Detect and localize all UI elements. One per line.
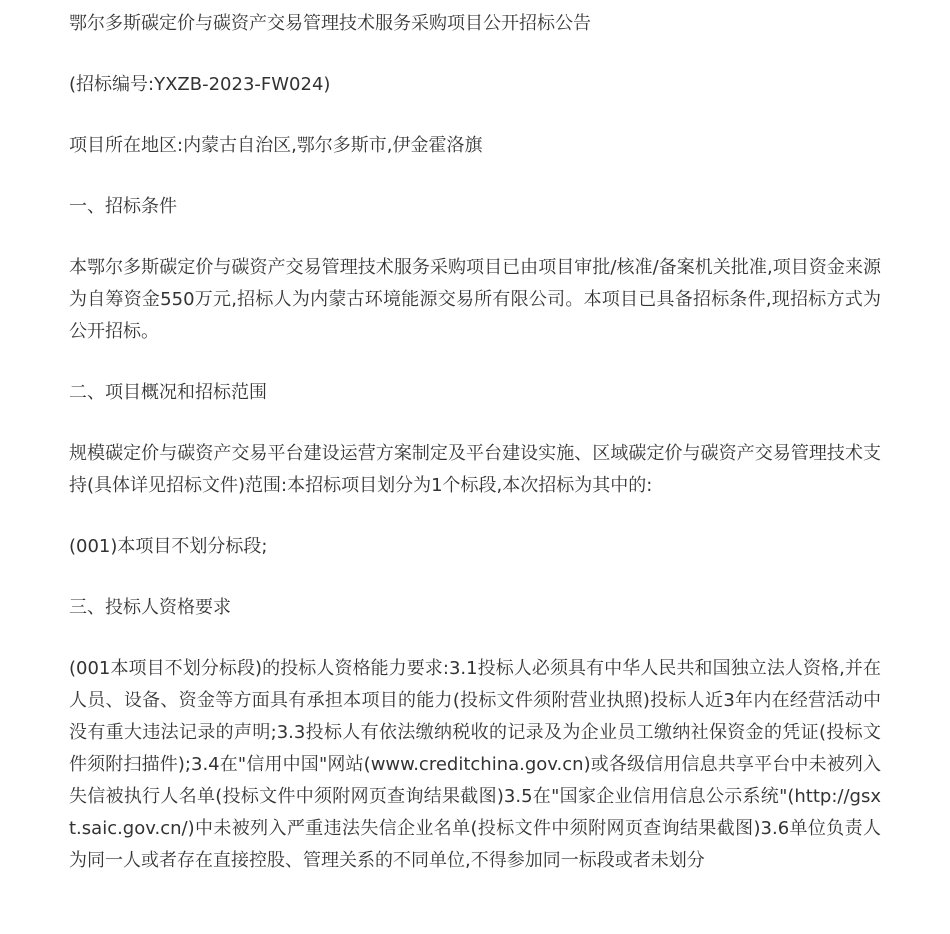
tender-conditions-text: 本鄂尔多斯碳定价与碳资产交易管理技术服务采购项目已由项目审批/核准/备案机关批准,项目资金来源为自筹资金550万元,招标人为内蒙古环境能源交易所有限公司。本项目已具备招标条件,现招标方式为公开招标。 — [69, 257, 881, 342]
tender-number: (招标编号:YXZB-2023-FW024) — [69, 74, 331, 95]
project-overview-text: 规模碳定价与碳资产交易平台建设运营方案制定及平台建设实施、区域碳定价与碳资产交易管理技术支持(具体详见招标文件)范围:本招标项目划分为1个标段,本次招标为其中的: — [69, 443, 881, 496]
section-heading-bidder-qualification: 三、投标人资格要求 — [69, 597, 231, 618]
announcement-title: 鄂尔多斯碳定价与碳资产交易管理技术服务采购项目公开招标公告 — [69, 13, 591, 34]
project-location: 项目所在地区:内蒙古自治区,鄂尔多斯市,伊金霍洛旗 — [69, 135, 483, 156]
lot-description: (001)本项目不划分标段; — [69, 536, 268, 557]
section-heading-tender-conditions: 一、招标条件 — [69, 196, 177, 217]
section-heading-project-overview: 二、项目概况和招标范围 — [69, 382, 267, 403]
bidder-qualification-text: (001本项目不划分标段)的投标人资格能力要求:3.1投标人必须具有中华人民共和国独立法人资格,并在人员、设备、资金等方面具有承担本项目的能力(投标文件须附营业执照)投标人近3年内在经营活动中没有重大违法记录的声明;3.3投标人有依法缴纳税收的记录及为企业员工缴纳社保资金的凭证(投标文件须附扫描件);3.4在"信用中国"网站(www.creditchina.gov.cn)或各级信用信息共享平台中未被列入失信被执行人名单(投标文件中须附网页查询结果截图)3.5在"国家企业信用信息公示系统"(http://gsxt.saic.gov.cn/)中未被列入严重违法失信企业名单(投标文件中须附网页查询结果截图)3.6单位负责人为同一人或者存在直接控股、管理关系的不同单位,不得参加同一标段或者未划分 — [69, 658, 881, 871]
